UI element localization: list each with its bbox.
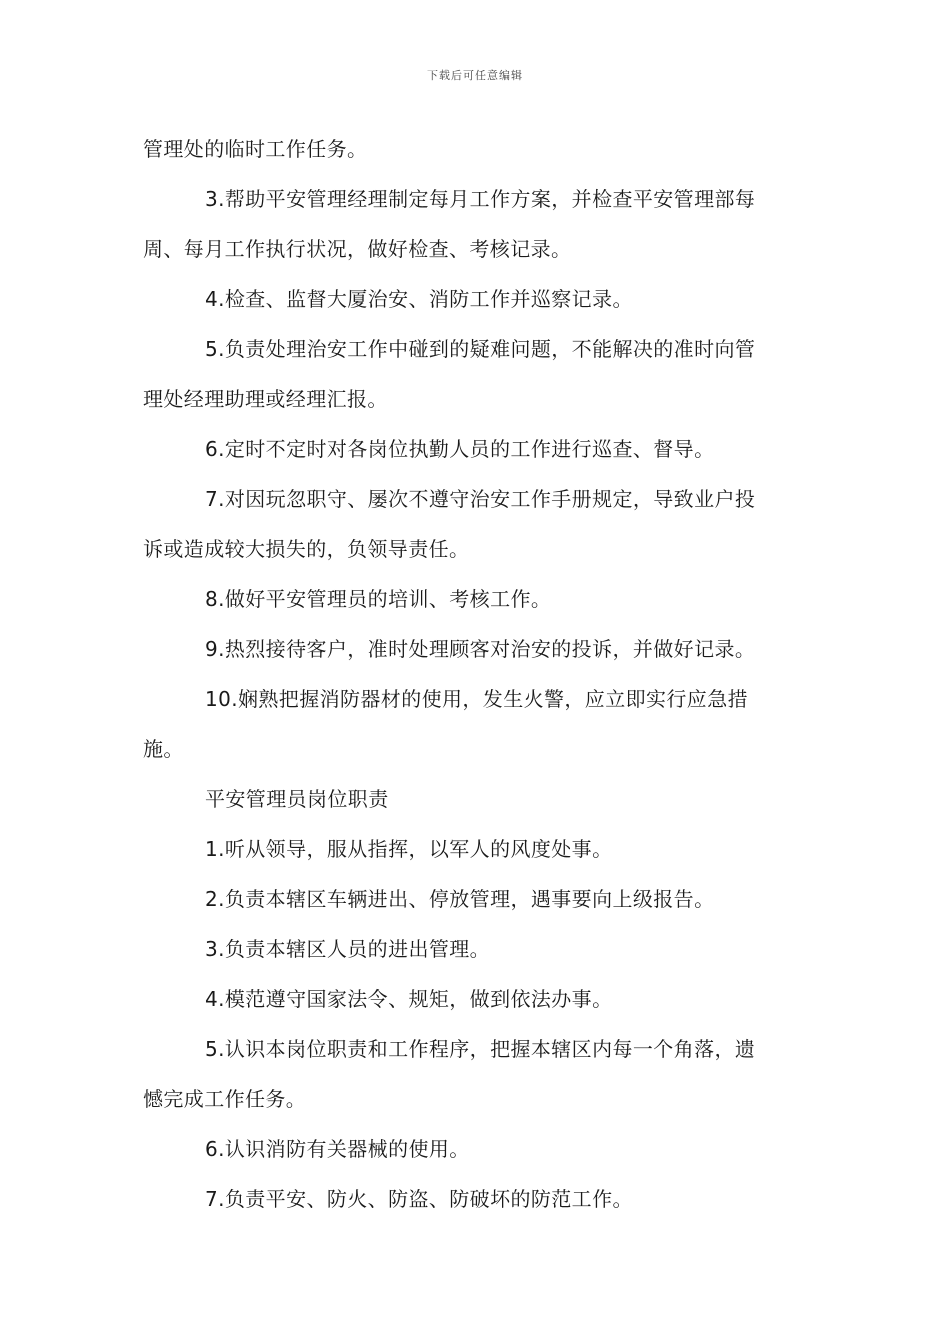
paragraph-line: 6.定时不定时对各岗位执勤人员的工作进行巡查、督导。 [205,437,715,461]
paragraph-line: 诉或造成较大损失的，负领导责任。 [143,537,470,561]
paragraph-line: 5.认识本岗位职责和工作程序，把握本辖区内每一个角落，遗 [205,1037,756,1061]
section-heading: 平安管理员岗位职责 [205,787,389,811]
paragraph-line: 8.做好平安管理员的培训、考核工作。 [205,587,552,611]
paragraph-line: 3.负责本辖区人员的进出管理。 [205,937,491,961]
paragraph-line: 4.模范遵守国家法令、规矩，做到依法办事。 [205,987,613,1011]
page-header: 下载后可任意编辑 [427,69,523,82]
paragraph-line: 4.检查、监督大厦治安、消防工作并巡察记录。 [205,287,633,311]
paragraph-line: 2.负责本辖区车辆进出、停放管理，遇事要向上级报告。 [205,887,715,911]
paragraph-line: 施。 [143,737,184,761]
paragraph-line: 5.负责处理治安工作中碰到的疑难问题，不能解决的准时向管 [205,337,756,361]
paragraph-line: 10.娴熟把握消防器材的使用，发生火警，应立即实行应急措 [205,687,749,711]
document-body [143,124,810,1224]
paragraph-line: 管理处的临时工作任务。 [143,137,368,161]
paragraph-line: 1.听从领导，服从指挥，以军人的风度处事。 [205,837,613,861]
paragraph-line: 周、每月工作执行状况，做好检查、考核记录。 [143,237,572,261]
paragraph-line: 7.负责平安、防火、防盗、防破坏的防范工作。 [205,1187,633,1211]
paragraph-line: 3.帮助平安管理经理制定每月工作方案，并检查平安管理部每 [205,187,756,211]
paragraph-line: 7.对因玩忽职守、屡次不遵守治安工作手册规定，导致业户投 [205,487,756,511]
paragraph-line: 理处经理助理或经理汇报。 [143,387,388,411]
paragraph-line: 9.热烈接待客户，准时处理顾客对治安的投诉，并做好记录。 [205,637,756,661]
paragraph-line: 憾完成工作任务。 [143,1087,307,1111]
paragraph-line: 6.认识消防有关器械的使用。 [205,1137,470,1161]
